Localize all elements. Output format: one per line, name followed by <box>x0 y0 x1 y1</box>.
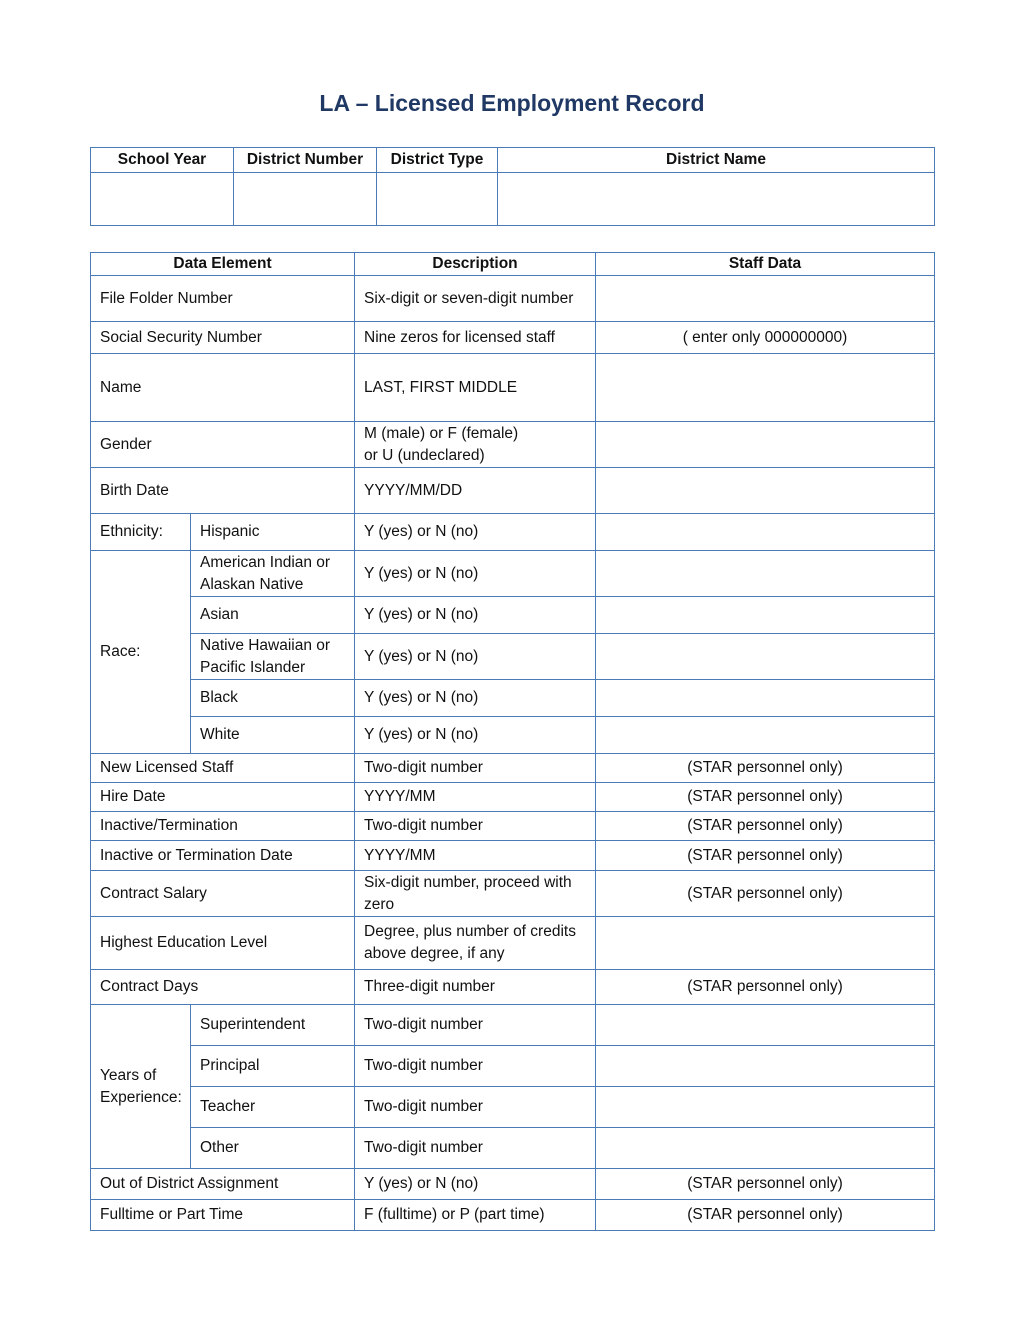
staff-data-field[interactable] <box>596 468 935 514</box>
sub-element-label: Native Hawaiian or Pacific Islander <box>191 634 355 680</box>
description-text: Y (yes) or N (no) <box>355 717 596 754</box>
description-text: Y (yes) or N (no) <box>355 634 596 680</box>
description-text: YYYY/MM <box>355 783 596 812</box>
staff-data-field[interactable] <box>596 597 935 634</box>
sub-element-label: Principal <box>191 1046 355 1087</box>
staff-data-header: Staff Data <box>596 253 935 276</box>
sub-element-label: White <box>191 717 355 754</box>
description-text: Two-digit number <box>355 812 596 841</box>
sub-element-label: Teacher <box>191 1087 355 1128</box>
district-name-header: District Name <box>498 148 935 173</box>
staff-data-field[interactable]: ( enter only 000000000) <box>596 322 935 354</box>
table-row <box>91 754 935 783</box>
description-text: Two-digit number <box>355 1046 596 1087</box>
staff-data-field[interactable]: (STAR personnel only) <box>596 871 935 917</box>
element-label: Name <box>91 354 355 422</box>
table-row <box>91 276 935 322</box>
staff-data-field[interactable] <box>596 422 935 468</box>
table-row <box>91 514 935 551</box>
description-text: Y (yes) or N (no) <box>355 680 596 717</box>
table-row <box>91 917 935 970</box>
element-label: Inactive or Termination Date <box>91 841 355 871</box>
staff-data-field[interactable] <box>596 717 935 754</box>
sub-element-label: Black <box>191 680 355 717</box>
description-text: YYYY/MM/DD <box>355 468 596 514</box>
staff-data-field[interactable]: (STAR personnel only) <box>596 783 935 812</box>
table-row <box>91 322 935 354</box>
table-row <box>91 634 935 680</box>
description-text: Two-digit number <box>355 1128 596 1169</box>
table-row <box>91 812 935 841</box>
element-label: File Folder Number <box>91 276 355 322</box>
table-row <box>91 717 935 754</box>
description-header: Description <box>355 253 596 276</box>
district-number-header: District Number <box>234 148 377 173</box>
element-label: Birth Date <box>91 468 355 514</box>
staff-data-field[interactable] <box>596 1046 935 1087</box>
element-label: Social Security Number <box>91 322 355 354</box>
table-row <box>91 1169 935 1200</box>
table-row <box>91 1200 935 1231</box>
table-row <box>91 468 935 514</box>
staff-data-field[interactable] <box>596 1128 935 1169</box>
staff-data-field[interactable]: (STAR personnel only) <box>596 1200 935 1231</box>
table-row <box>91 597 935 634</box>
table-row <box>91 970 935 1005</box>
description-text: Two-digit number <box>355 1005 596 1046</box>
element-label: Contract Days <box>91 970 355 1005</box>
sub-element-label: American Indian or Alaskan Native <box>191 551 355 597</box>
description-text: M (male) or F (female) or U (undeclared) <box>355 422 596 468</box>
race-label: Race: <box>91 551 191 754</box>
table-row <box>91 253 935 276</box>
table-row <box>91 354 935 422</box>
district-name-field[interactable] <box>498 173 935 226</box>
school-year-header: School Year <box>91 148 234 173</box>
element-label: Gender <box>91 422 355 468</box>
description-text: Nine zeros for licensed staff <box>355 322 596 354</box>
description-text: LAST, FIRST MIDDLE <box>355 354 596 422</box>
table-row <box>91 680 935 717</box>
table-row <box>91 783 935 812</box>
page-title: LA – Licensed Employment Record <box>319 90 705 116</box>
staff-data-field[interactable]: (STAR personnel only) <box>596 841 935 871</box>
staff-data-field[interactable] <box>596 680 935 717</box>
description-text: Two-digit number <box>355 754 596 783</box>
staff-data-field[interactable] <box>596 1005 935 1046</box>
description-text: Two-digit number <box>355 1087 596 1128</box>
description-text: Degree, plus number of credits above degree, if any <box>355 917 596 970</box>
district-type-field[interactable] <box>377 173 498 226</box>
description-text: Y (yes) or N (no) <box>355 551 596 597</box>
description-text: Y (yes) or N (no) <box>355 514 596 551</box>
sub-element-label: Superintendent <box>191 1005 355 1046</box>
table-row <box>91 551 935 597</box>
description-text: Six-digit or seven-digit number <box>355 276 596 322</box>
ethnicity-label: Ethnicity: <box>91 514 191 551</box>
sub-element-label: Asian <box>191 597 355 634</box>
description-text: Three-digit number <box>355 970 596 1005</box>
staff-data-field[interactable] <box>596 514 935 551</box>
description-text: Y (yes) or N (no) <box>355 597 596 634</box>
table-row <box>91 422 935 468</box>
staff-data-field[interactable]: (STAR personnel only) <box>596 812 935 841</box>
description-text: F (fulltime) or P (part time) <box>355 1200 596 1231</box>
district-number-field[interactable] <box>234 173 377 226</box>
description-text: Y (yes) or N (no) <box>355 1169 596 1200</box>
table-row <box>91 1005 935 1046</box>
table-row <box>91 1046 935 1087</box>
staff-data-field[interactable] <box>596 634 935 680</box>
sub-element-label: Other <box>191 1128 355 1169</box>
element-label: Out of District Assignment <box>91 1169 355 1200</box>
district-table <box>90 147 935 226</box>
description-text: Six-digit number, proceed with zero <box>355 871 596 917</box>
staff-data-field[interactable] <box>596 354 935 422</box>
element-label: Contract Salary <box>91 871 355 917</box>
element-label: New Licensed Staff <box>91 754 355 783</box>
employment-table <box>90 252 935 1231</box>
staff-data-field[interactable] <box>596 276 935 322</box>
table-row <box>91 1128 935 1169</box>
district-type-header: District Type <box>377 148 498 173</box>
sub-element-label: Hispanic <box>191 514 355 551</box>
staff-data-field[interactable] <box>596 551 935 597</box>
staff-data-field[interactable]: (STAR personnel only) <box>596 1169 935 1200</box>
staff-data-field[interactable] <box>596 1087 935 1128</box>
table-row <box>91 871 935 917</box>
element-label: Inactive/Termination <box>91 812 355 841</box>
staff-data-field[interactable]: (STAR personnel only) <box>596 754 935 783</box>
experience-label: Years of Experience: <box>91 1005 191 1169</box>
table-row <box>91 841 935 871</box>
data-element-header: Data Element <box>91 253 355 276</box>
element-label: Highest Education Level <box>91 917 355 970</box>
element-label: Hire Date <box>91 783 355 812</box>
element-label: Fulltime or Part Time <box>91 1200 355 1231</box>
table-row <box>91 1087 935 1128</box>
staff-data-field[interactable] <box>596 917 935 970</box>
description-text: YYYY/MM <box>355 841 596 871</box>
staff-data-field[interactable]: (STAR personnel only) <box>596 970 935 1005</box>
school-year-field[interactable] <box>91 173 234 226</box>
